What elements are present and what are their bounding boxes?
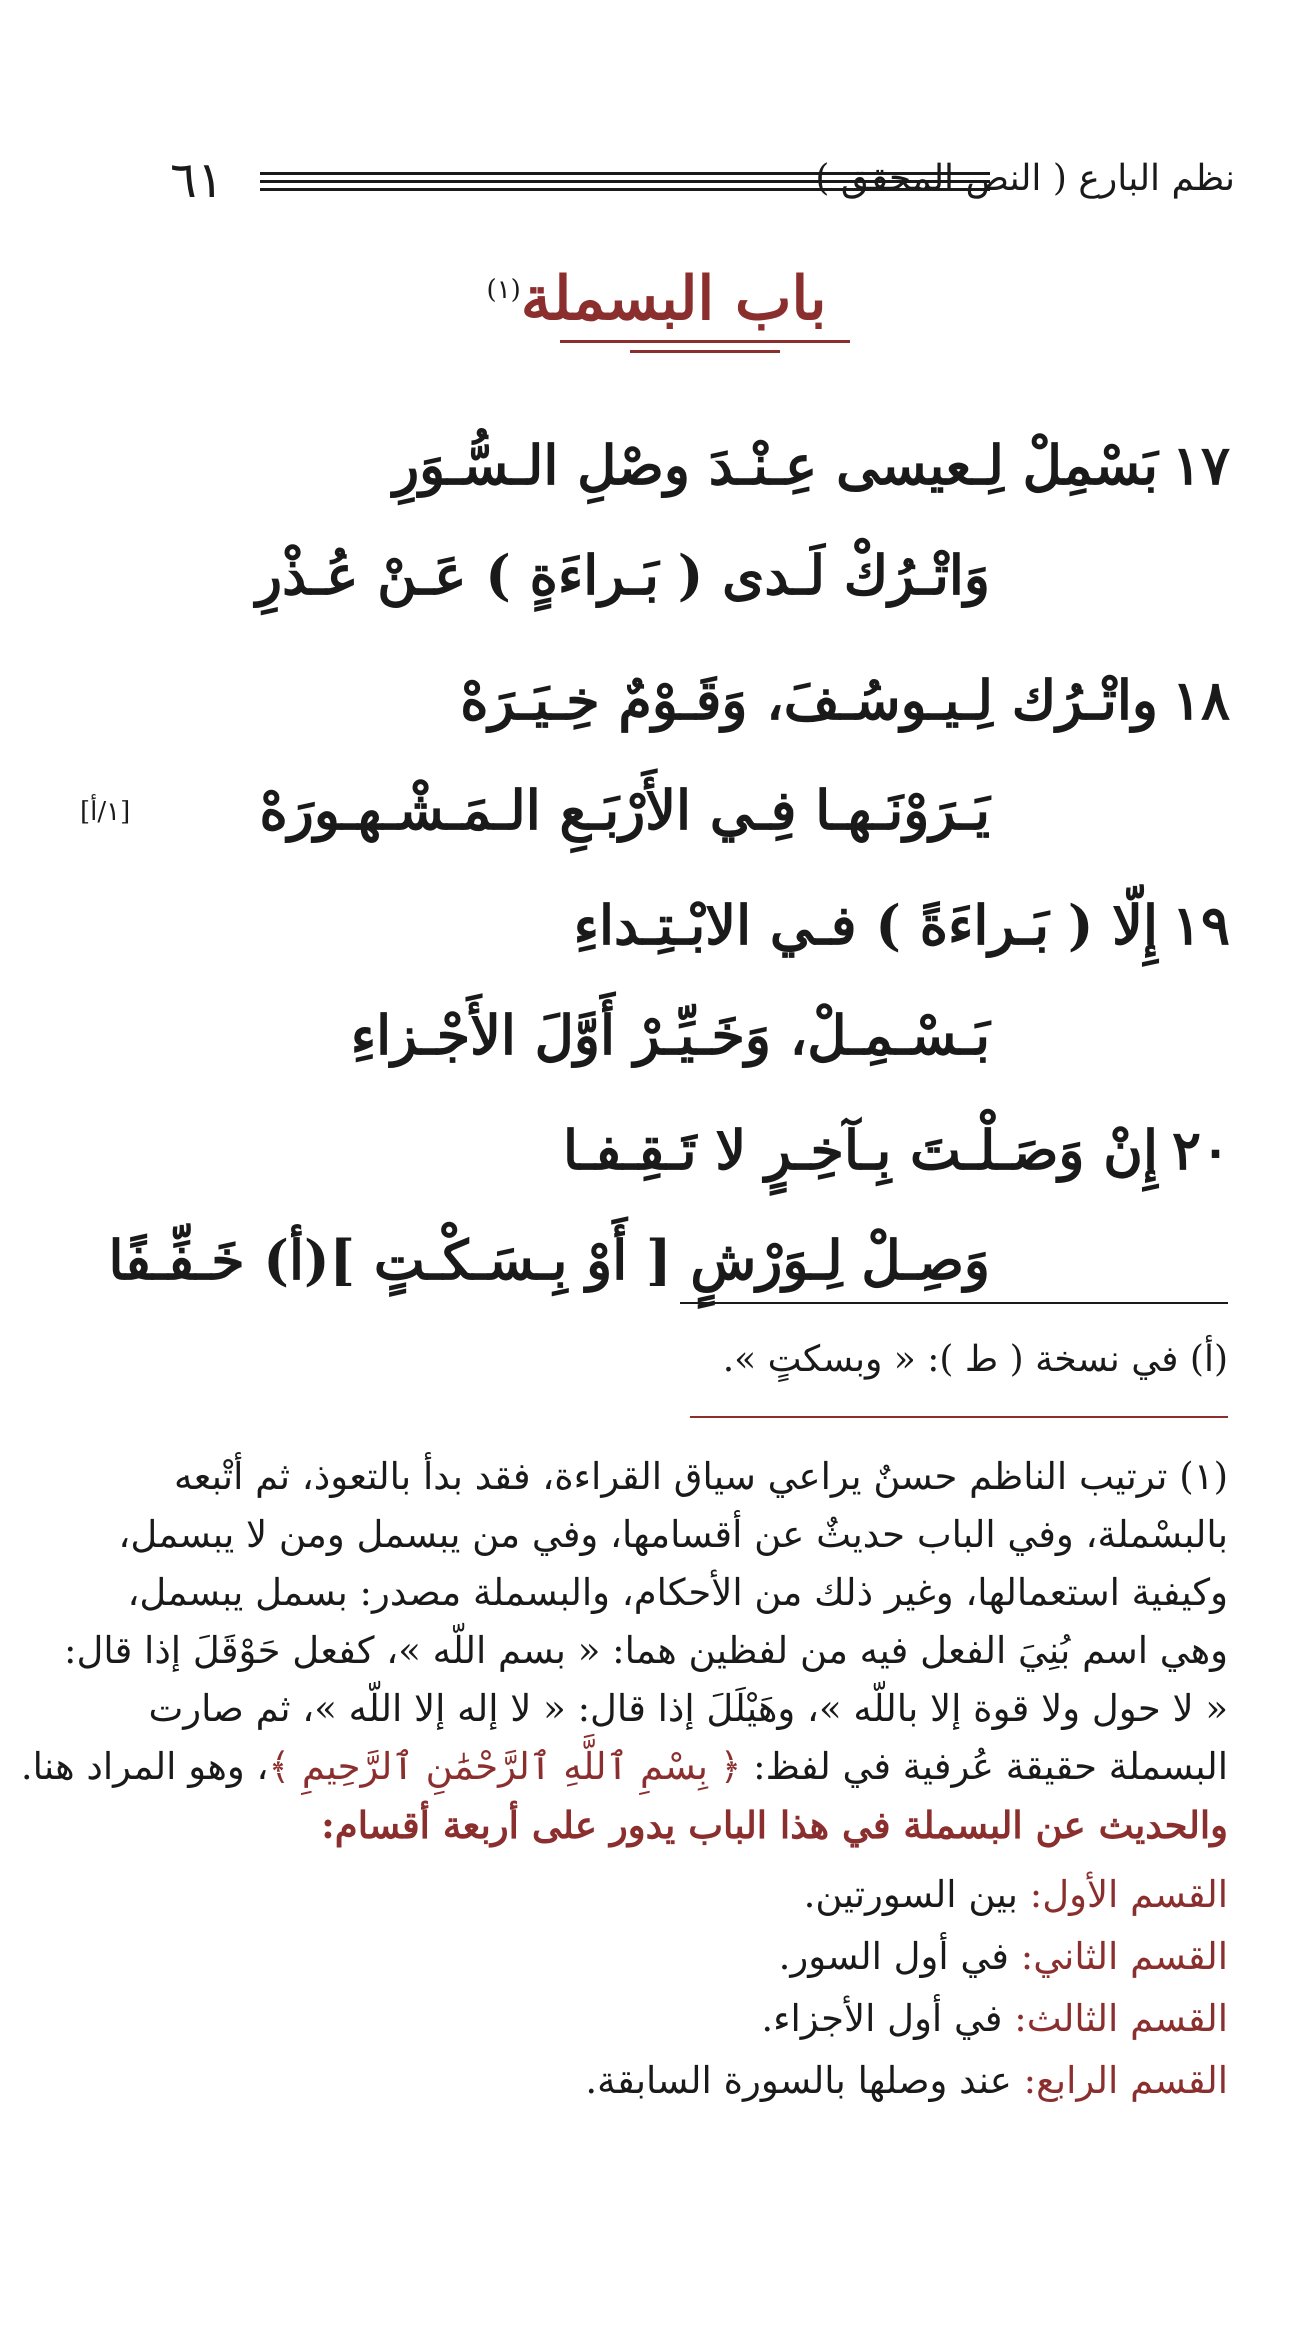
section-item: القسم الثالث: في أول الأجزاء. <box>761 1997 1228 2040</box>
chapter-heading <box>0 245 1313 344</box>
running-title: نظم البارع ( النص المحقق ) <box>815 158 1235 199</box>
verse-20-second: وَصِـلْ لِـوَرْشٍ [ أَوْ بِـسَـكْـتٍ ](أ) خَـفِّـفًا <box>108 1228 990 1292</box>
variant-note: (أ) في نسخة ( ط ): « وبسكتٍ ». <box>722 1339 1228 1380</box>
verse-17-second: وَاتْـرُكْ لَـدى ( بَـراءَةٍ ) عَـنْ عُـذْرِ <box>256 543 990 607</box>
footnote-line: وهي اسم بُنِيَ الفعل فيه من لفظين هما: « بسم اللّه »، كفعل حَوْقَلَ إذا قال: <box>63 1629 1228 1672</box>
verse-18-first: ١٨واتْـرُك لِـيـوسُـفَ، وَقَـوْمٌ خِـيَـرَهْ <box>460 668 1230 732</box>
verse-18-second: يَـرَوْنَـهـا فِـي الأَرْبَـعِ الـمَـشْـهـورَهْ <box>259 778 990 842</box>
section-item: القسم الأول: بين السورتين. <box>803 1873 1228 1916</box>
section-label: القسم الثالث: <box>1014 1997 1228 2040</box>
section-label: القسم الأول: <box>1029 1873 1228 1916</box>
footnote-line: وكيفية استعمالها، وغير ذلك من الأحكام، والبسملة مصدر: بسمل يبسمل، <box>127 1571 1228 1614</box>
chapter-underline <box>560 340 850 343</box>
manuscript-folio-ref: [١/أ] <box>80 797 131 827</box>
section-label: القسم الثاني: <box>1020 1935 1228 1978</box>
verse-17-first: ١٧بَسْمِلْ لِـعيسى عِـنْـدَ وصْلِ الـسُّـوَرِ <box>393 433 1230 497</box>
variant-separator <box>680 1302 1228 1304</box>
verse-19-second: بَـسْـمِـلْ، وَخَـيِّـرْ أَوَّلَ الأَجْـزاءِ <box>350 1003 990 1067</box>
footnote-separator <box>690 1416 1228 1418</box>
verse-20-first: ٢٠إِنْ وَصَـلْـتَ بِـآخِـرٍ لا تَـقِـفـا <box>562 1118 1230 1182</box>
basmala-quote: ﴿ بِسْمِ ٱللَّهِ ٱلرَّحْمَٰنِ ٱلرَّحِيمِ ﴾ <box>268 1745 742 1788</box>
footnote-line: البسملة حقيقة عُرفية في لفظ: ﴿ بِسْمِ ٱللَّهِ ٱلرَّحْمَٰنِ ٱلرَّحِيمِ ﴾، وهو المراد هنا. <box>20 1745 1228 1788</box>
footnote-line: « لا حول ولا قوة إلا باللّه »، وهَيْلَلَ إذا قال: « لا إله إلا اللّه »، ثم صارت <box>148 1687 1228 1730</box>
footnote-line: بالبسْملة، وفي الباب حديثٌ عن أقسامها، وفي من يبسمل ومن لا يبسمل، <box>118 1513 1228 1556</box>
section-item: القسم الثاني: في أول السور. <box>778 1935 1228 1978</box>
verse-19-first: ١٩إِلّا ( بَـراءَةً ) فـي الابْـتِـداءِ <box>573 893 1230 957</box>
footnote-line: (١) ترتيب الناظم حسنٌ يراعي سياق القراءة، فقد بدأ بالتعوذ، ثم أتْبعه <box>173 1455 1228 1498</box>
section-item: القسم الرابع: عند وصلها بالسورة السابقة. <box>585 2059 1228 2102</box>
footnote-marker: (١) <box>486 275 521 305</box>
chapter-underline <box>630 350 780 353</box>
chapter-title: باب البسملة$^{(١)}$ <box>486 264 827 334</box>
page-number: ٦١ <box>170 151 224 209</box>
section-label: القسم الرابع: <box>1023 2059 1228 2102</box>
footnote-heading: والحديث عن البسملة في هذا الباب يدور على أربعة أقسام: <box>321 1803 1228 1847</box>
page-header <box>170 150 1235 210</box>
